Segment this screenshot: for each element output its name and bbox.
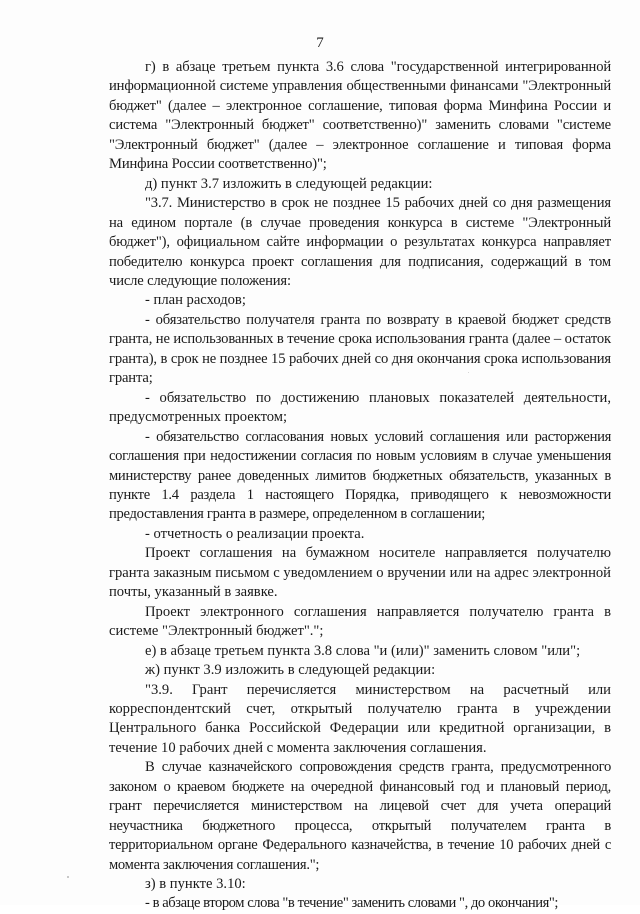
scan-speck (468, 372, 469, 373)
list-item-reporting: - отчетность о реализации проекта. (145, 525, 365, 542)
document-body (109, 58, 611, 914)
paragraph-treasury-support: В случае казначейского сопровождения средств гранта, предусмотренного законом о краевом бюджете на очередной финансовый год и плановый период, грант перечисляется министерством на лицевой счет для учета операций неучастника бюджетного процесса, открытый получателем гранта в территориальном органе Федерального казначейства, в течение 10 рабочих дней с момента заключения соглашения."; (109, 759, 611, 873)
paragraph-amendment-z: з) в пункте 3.10: (145, 876, 246, 893)
list-item-refund-obligation: - обязательство получателя гранта по возврату в краевой бюджет средств гранта, не использованных в течение срока использования гранта (далее – остаток гранта), в срок не позднее 15 рабочих дней со дня окончания срока использования гранта; (109, 311, 611, 387)
list-item-performance-obligation: - обязательство по достижению плановых показателей деятельности, предусмотренных проектом; (109, 389, 611, 426)
scan-speck (67, 876, 69, 878)
paragraph-electronic-agreement: Проект электронного соглашения направляется получателю гранта в системе "Электронный бюджет"."; (109, 603, 611, 640)
paragraph-clause-3-7: "3.7. Министерство в срок не позднее 15 рабочих дней со дня размещения на едином портале (в случае проведения конкурса в системе "Электронный бюджет"), официальном сайте информации о результатах конкурса направляет победителю конкурса проект соглашения для подписания, содержащий в том числе следующие положения: (109, 195, 611, 289)
paragraph-amendment-zh: ж) пункт 3.9 изложить в следующей редакции: (145, 662, 436, 679)
paragraph-second-subparagraph: - в абзаце втором слова "в течение" заменить словами ", до окончания"; (145, 895, 558, 912)
paragraph-amendment-g: г) в абзаце третьем пункта 3.6 слова "государственной интегрированной информационной системе управления общественными финансами "Электронный бюджет" (далее – электронное соглашение, типовая форма Минфина России и система "Электронный бюджет" соответственно)" заменить словами "системе "Электронный бюджет" (далее – электронное соглашение и типовая форма Минфина России соответственно)"; (109, 59, 611, 173)
paragraph-paper-agreement: Проект соглашения на бумажном носителе направляется получателю гранта заказным письмом с уведомлением о вручении или на адрес электронной почты, указанный в заявке. (109, 545, 611, 601)
paragraph-clause-3-9: "3.9. Грант перечисляется министерством на расчетный или корреспондентский счет, открытый получателю гранта в учреждении Центрального банка Российской Федерации или кредитной организации, в течение 10 рабочих дней с момента заключения соглашения. (109, 681, 611, 756)
list-item-agreement-renegotiation: - обязательство согласования новых условий соглашения или расторжения соглашения при недостижении согласия по новым условиям в случае уменьшения министерству ранее доведенных лимитов бюджетных обязательств, указанных в пункте 1.4 раздела 1 настоящего Порядка, приводящего к невозможности предоставления гранта в размере, определенном в соглашении; (109, 428, 611, 523)
paragraph-amendment-e: е) в абзаце третьем пункта 3.8 слова "и (или)" заменить словом "или"; (145, 642, 581, 659)
list-item-expense-plan: - план расходов; (145, 292, 246, 309)
page-number: 7 (316, 35, 324, 51)
paragraph-amendment-d: д) пункт 3.7 изложить в следующей редакции: (145, 175, 433, 192)
